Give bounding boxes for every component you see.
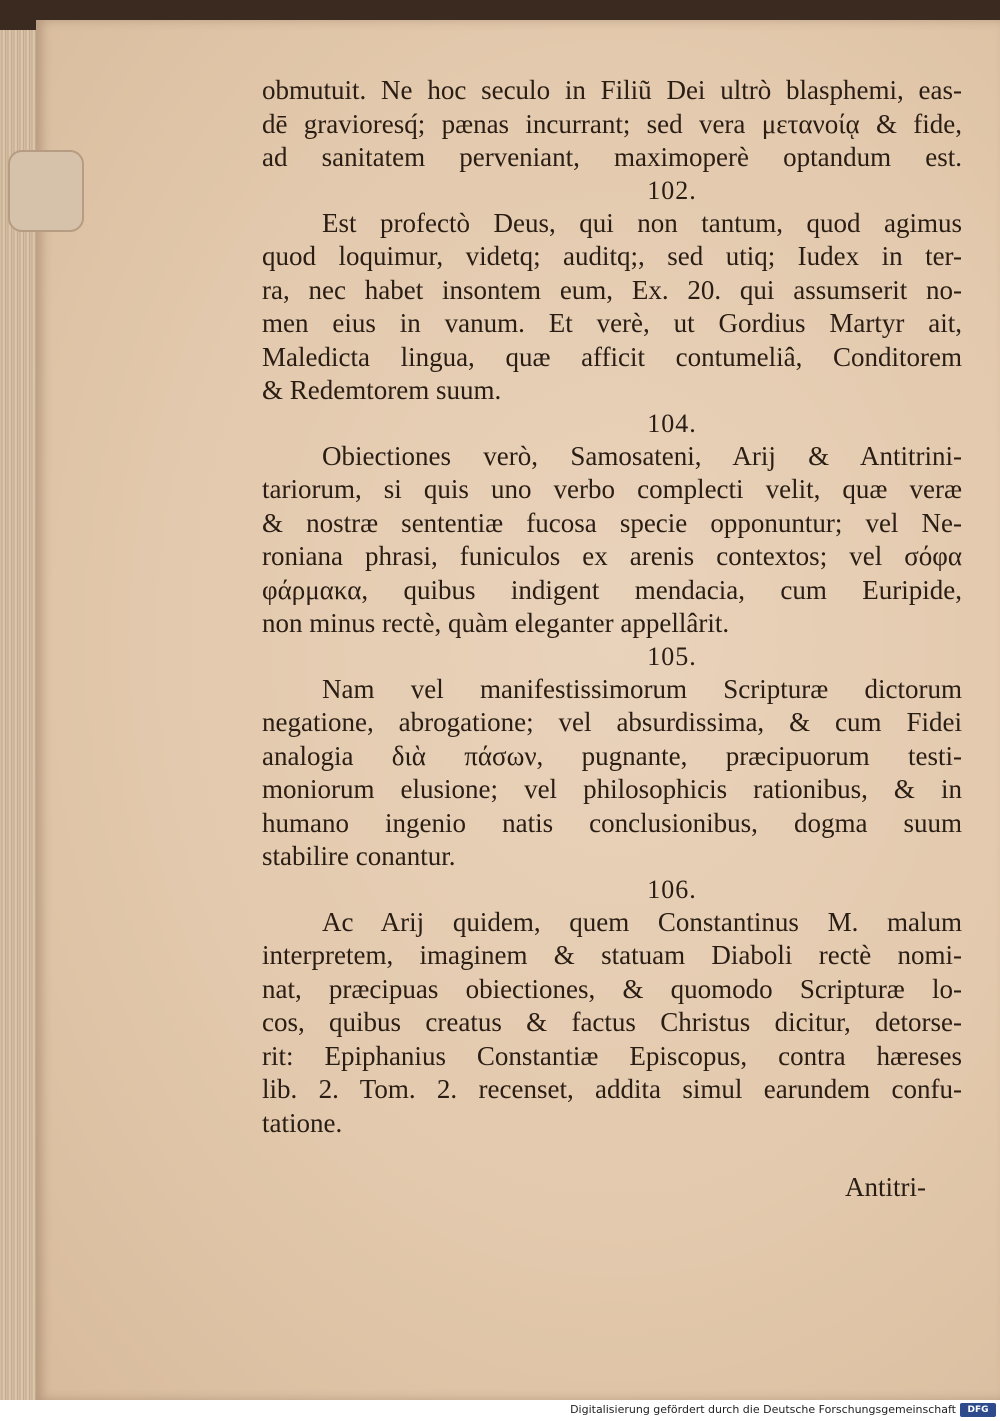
text-line: humano ingenio natis conclusionibus, dogma suum — [262, 807, 962, 838]
text-line: Obiectiones verò, Samosateni, Arij & Antitrini- — [322, 440, 962, 471]
text-line: Est profectò Deus, qui non tantum, quod agimus — [322, 207, 962, 238]
page-clip-tab — [8, 150, 84, 232]
text-line: & Redemtorem suum. — [262, 375, 502, 405]
text-line: nat, præcipuas obiectiones, & quomodo Scripturæ lo- — [262, 973, 962, 1004]
section-number: 104. — [647, 408, 697, 438]
text-line: men eius in vanum. Et verè, ut Gordius Martyr ait, — [262, 308, 962, 338]
text-line: interpretem, imaginem & statuam Diaboli rectè nomi- — [262, 940, 962, 970]
text-line: Ac Arij quidem, quem Constantinus M. malum — [322, 906, 962, 937]
text-line: non minus rectè, quàm eleganter appellârit. — [262, 608, 730, 638]
page-text — [262, 74, 962, 1140]
text-line: moniorum elusione; vel philosophicis rationibus, & in — [262, 774, 962, 804]
text-line: lib. 2. Tom. 2. recenset, addita simul earundem confu- — [262, 1074, 962, 1104]
text-line: tatione. — [262, 1107, 343, 1138]
catchword: Antitri- — [845, 1172, 926, 1202]
text-line: rit: Epiphanius Constantiæ Episcopus, contra hæreses — [262, 1040, 962, 1071]
text-line: obmutuit. Ne hoc seculo in Filiũ Dei ultrò blasphemi, eas- — [262, 75, 962, 105]
section-number: 102. — [647, 175, 697, 205]
text-line: cos, quibus creatus & factus Christus dicitur, detorse- — [262, 1007, 962, 1037]
dfg-logo: DFG — [960, 1403, 996, 1417]
text-line: negatione, abrogatione; vel absurdissima, & cum Fidei — [262, 707, 962, 737]
text-line: Maledicta lingua, quæ afficit contumeliâ, Conditorem — [262, 341, 962, 372]
text-line: dē gravioresq́; pænas incurrant; sed vera μετανοίᾳ & fide, — [262, 108, 962, 139]
text-line: & nostræ sententiæ fucosa specie opponuntur; vel Ne- — [262, 507, 962, 538]
text-line: φάρμακα, quibus indigent mendacia, cum Euripide, — [262, 574, 962, 605]
footer-credit: Digitalisierung gefördert durch die Deutsche Forschungsgemeinschaft — [570, 1403, 956, 1416]
text-line: ra, nec habet insontem eum, Ex. 20. qui assumserit no- — [262, 274, 962, 305]
text-line: Nam vel manifestissimorum Scripturæ dictorum — [322, 673, 962, 704]
section-number: 106. — [647, 874, 697, 904]
text-line: ad sanitatem perveniant, maximoperè optandum est. — [262, 142, 962, 172]
text-line: quod loquimur, videtq; auditq;, sed utiq; Iudex in ter- — [262, 241, 962, 271]
section-number: 105. — [647, 641, 697, 671]
text-line: tariorum, si quis uno verbo complecti velit, quæ veræ — [262, 474, 962, 504]
book-page-edges — [0, 30, 38, 1400]
text-line: stabilire conantur. — [262, 841, 456, 871]
text-line: roniana phrasi, funiculos ex arenis contextos; vel σόφα — [262, 541, 962, 571]
text-line: analogia διὰ πάσων, pugnante, præcipuorum testi- — [262, 740, 962, 771]
footer-bar — [0, 1400, 1000, 1421]
